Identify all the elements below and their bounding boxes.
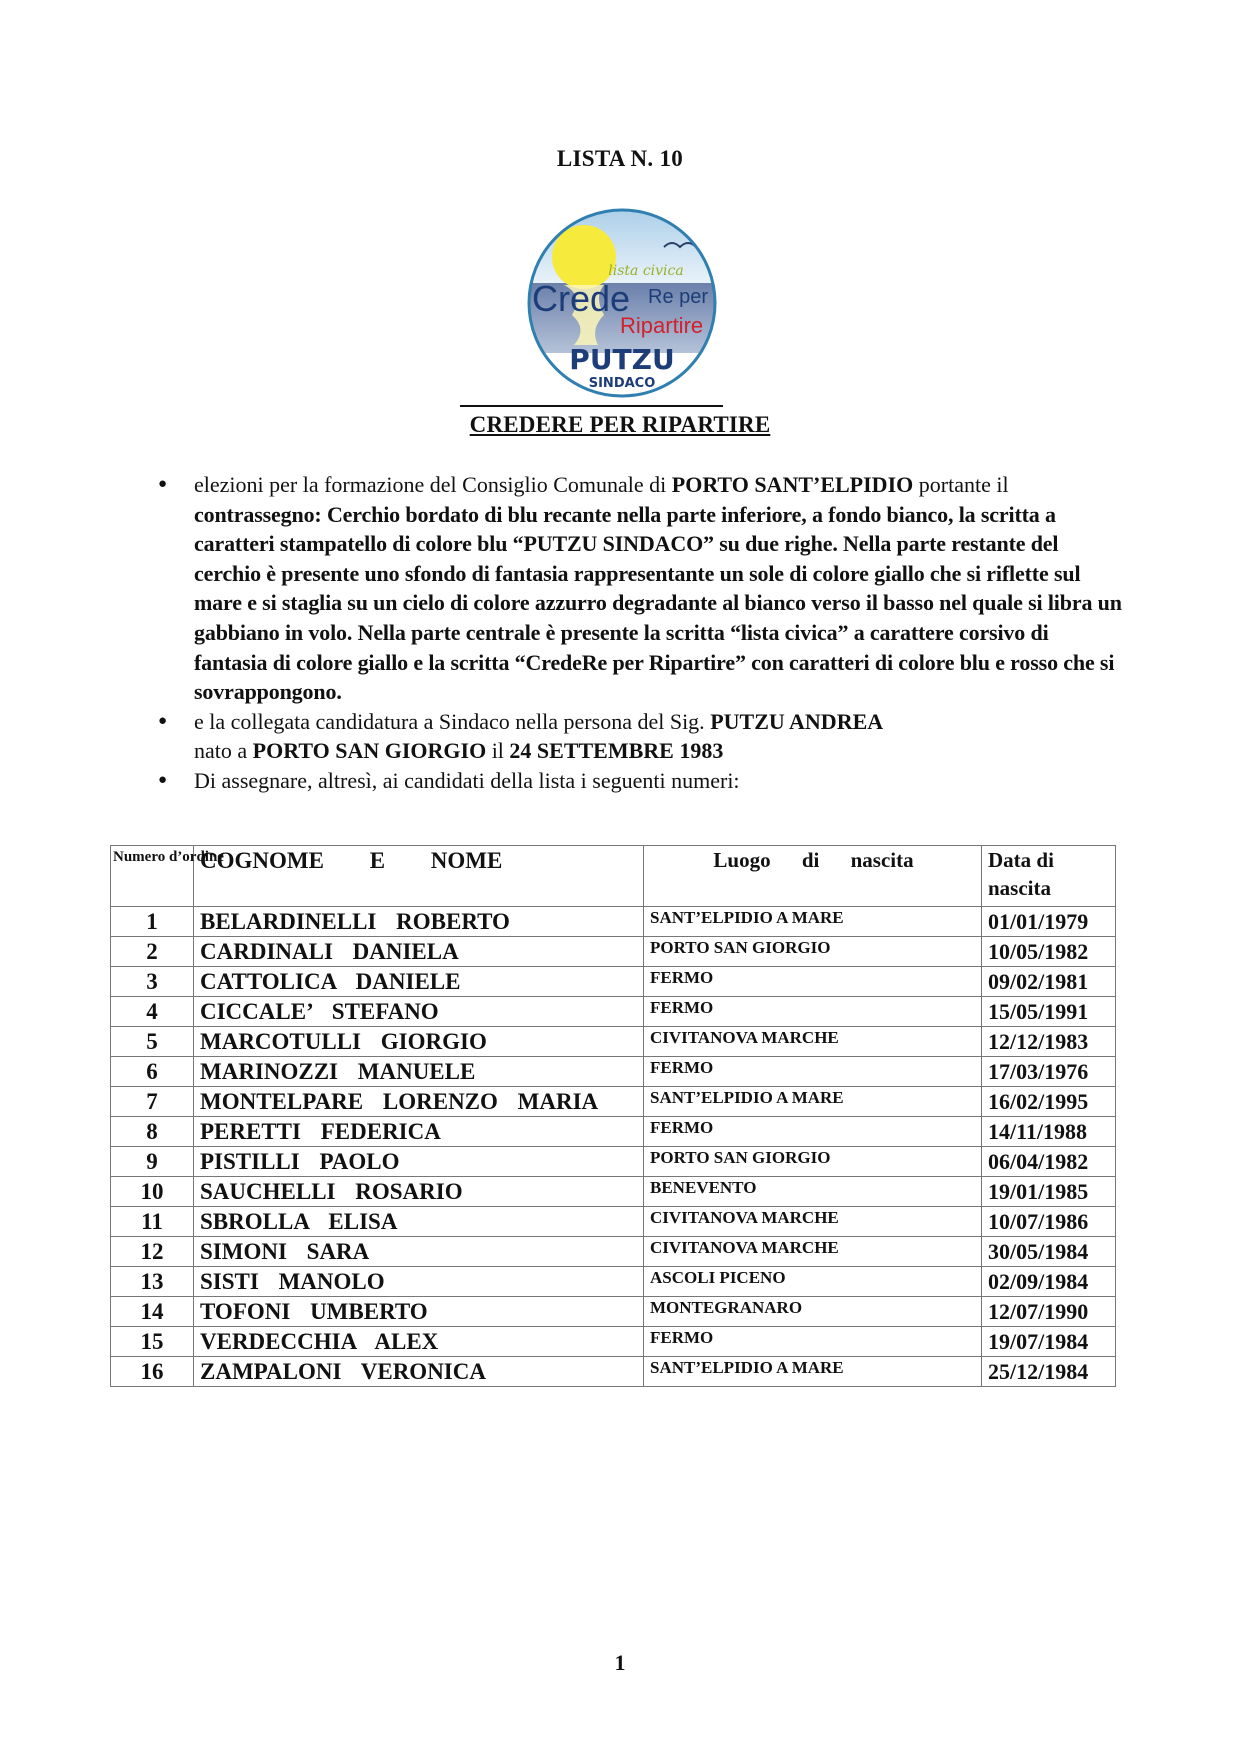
cell-birthplace: SANT’ELPIDIO A MARE xyxy=(644,1087,982,1117)
bullet-text: Di assegnare, altresì, ai candidati della lista i seguenti numeri: xyxy=(194,767,740,793)
table-row xyxy=(111,907,1116,937)
logo-candidate: PUTZU xyxy=(569,343,675,376)
logo-line2: Ripartire xyxy=(620,313,704,338)
cell-number: 13 xyxy=(111,1267,194,1297)
cell-birthplace: PORTO SAN GIORGIO xyxy=(644,1147,982,1177)
cell-number: 10 xyxy=(111,1177,194,1207)
cell-birthdate: 01/01/1979 xyxy=(982,907,1116,937)
bullet-list xyxy=(152,470,1127,796)
party-logo xyxy=(524,205,720,401)
candidates-table xyxy=(110,845,1116,1387)
cell-birthplace: CIVITANOVA MARCHE xyxy=(644,1027,982,1057)
cell-number: 4 xyxy=(111,997,194,1027)
header-date: Data di nascita xyxy=(982,846,1116,907)
cell-birthdate: 16/02/1995 xyxy=(982,1087,1116,1117)
mayor-name: PUTZU ANDREA xyxy=(710,708,884,734)
cell-birthdate: 17/03/1976 xyxy=(982,1057,1116,1087)
cell-name: SISTI MANOLO xyxy=(194,1267,644,1297)
logo-role: SINDACO xyxy=(588,376,656,391)
cell-birthplace: CIVITANOVA MARCHE xyxy=(644,1237,982,1267)
table-row xyxy=(111,1177,1116,1207)
table-row xyxy=(111,1297,1116,1327)
cell-birthplace: BENEVENTO xyxy=(644,1177,982,1207)
bullet-mayor xyxy=(152,707,1127,766)
cell-name: CATTOLICA DANIELE xyxy=(194,967,644,997)
separator-line xyxy=(460,405,723,407)
cell-birthdate: 06/04/1982 xyxy=(982,1147,1116,1177)
cell-name: MARCOTULLI GIORGIO xyxy=(194,1027,644,1057)
cell-birthplace: ASCOLI PICENO xyxy=(644,1267,982,1297)
cell-name: CARDINALI DANIELA xyxy=(194,937,644,967)
cell-birthplace: FERMO xyxy=(644,1117,982,1147)
bullet-text: elezioni per la formazione del Consiglio Comunale di xyxy=(194,472,672,497)
cell-name: CICCALE’ STEFANO xyxy=(194,997,644,1027)
table-row xyxy=(111,1267,1116,1297)
cell-number: 7 xyxy=(111,1087,194,1117)
cell-birthplace: FERMO xyxy=(644,997,982,1027)
bullet-text: e la collegata candidatura a Sindaco nella persona del Sig. xyxy=(194,708,711,734)
city-name: PORTO SANT’ELPIDIO xyxy=(671,472,914,497)
cell-name: MARINOZZI MANUELE xyxy=(194,1057,644,1087)
cell-number: 16 xyxy=(111,1357,194,1387)
cell-birthplace: FERMO xyxy=(644,1057,982,1087)
bullet-text: portante il xyxy=(913,472,1009,497)
cell-birthplace: FERMO xyxy=(644,1327,982,1357)
cell-birthdate: 14/11/1988 xyxy=(982,1117,1116,1147)
cell-birthdate: 15/05/1991 xyxy=(982,997,1116,1027)
table-header-row xyxy=(111,846,1116,907)
bullet-icon: ● xyxy=(158,771,168,788)
table-row xyxy=(111,997,1116,1027)
bullet-election xyxy=(152,470,1127,707)
cell-name: PISTILLI PAOLO xyxy=(194,1147,644,1177)
cell-number: 5 xyxy=(111,1027,194,1057)
cell-birthdate: 25/12/1984 xyxy=(982,1357,1116,1387)
cell-number: 12 xyxy=(111,1237,194,1267)
table-row xyxy=(111,1027,1116,1057)
cell-number: 8 xyxy=(111,1117,194,1147)
logo-line1-a: Crede xyxy=(532,278,631,319)
table-row xyxy=(111,1357,1116,1387)
cell-birthdate: 30/05/1984 xyxy=(982,1237,1116,1267)
cell-name: BELARDINELLI ROBERTO xyxy=(194,907,644,937)
document-title: LISTA N. 10 xyxy=(556,146,684,171)
cell-number: 9 xyxy=(111,1147,194,1177)
logo-script-text: lista civica xyxy=(608,263,684,279)
bullet-text: nato a xyxy=(194,738,253,764)
mayor-birthdate: 24 SETTEMBRE 1983 xyxy=(509,738,724,764)
cell-name: SBROLLA ELISA xyxy=(194,1207,644,1237)
cell-number: 3 xyxy=(111,967,194,997)
header-name: COGNOME E NOME xyxy=(194,846,644,907)
table-row xyxy=(111,1327,1116,1357)
bullet-icon: ● xyxy=(158,476,168,492)
cell-number: 15 xyxy=(111,1327,194,1357)
logo-description: contrassegno: Cerchio bordato di blu recante nella parte inferiore, a fondo bianco, la scritta a caratteri stampatello di colore blu “PUTZU SINDACO” su due righe. Nella parte restante del cerchio è presente uno sfondo di fantasia rappresentante un sole di colore giallo che si riflette sul mare e si staglia su un cielo di colore azzurro degradante al bianco verso il basso nel quale si libra un gabbiano in volo. Nella parte centrale è presente la scritta “lista civica” a carattere corsivo di fantasia di colore giallo e la scritta “CredeRe per Ripartire” con caratteri di colore blu e rosso che si sovrappongono. xyxy=(194,501,1122,705)
page-number: 1 xyxy=(614,1650,626,1675)
cell-birthdate: 12/07/1990 xyxy=(982,1297,1116,1327)
mayor-birthplace: PORTO SAN GIORGIO xyxy=(252,738,487,764)
cell-birthplace: SANT’ELPIDIO A MARE xyxy=(644,1357,982,1387)
cell-number: 11 xyxy=(111,1207,194,1237)
list-name: CREDERE PER RIPARTIRE xyxy=(469,412,771,437)
cell-birthplace: SANT’ELPIDIO A MARE xyxy=(644,907,982,937)
table-row xyxy=(111,1147,1116,1177)
cell-number: 2 xyxy=(111,937,194,967)
cell-birthplace: MONTEGRANARO xyxy=(644,1297,982,1327)
bullet-assign xyxy=(152,766,1127,796)
table-row xyxy=(111,1237,1116,1267)
header-place: Luogo di nascita xyxy=(644,846,982,907)
header-number: Numero d’ordine xyxy=(111,846,194,907)
cell-birthdate: 10/05/1982 xyxy=(982,937,1116,967)
cell-birthdate: 19/07/1984 xyxy=(982,1327,1116,1357)
table-row xyxy=(111,1117,1116,1147)
cell-birthdate: 09/02/1981 xyxy=(982,967,1116,997)
cell-name: SIMONI SARA xyxy=(194,1237,644,1267)
cell-number: 6 xyxy=(111,1057,194,1087)
cell-name: PERETTI FEDERICA xyxy=(194,1117,644,1147)
cell-birthplace: PORTO SAN GIORGIO xyxy=(644,937,982,967)
cell-name: MONTELPARE LORENZO MARIA xyxy=(194,1087,644,1117)
logo-line1-b: Re per xyxy=(648,286,709,308)
table-row xyxy=(111,937,1116,967)
cell-birthplace: FERMO xyxy=(644,967,982,997)
cell-number: 14 xyxy=(111,1297,194,1327)
cell-birthdate: 10/07/1986 xyxy=(982,1207,1116,1237)
cell-birthdate: 12/12/1983 xyxy=(982,1027,1116,1057)
table-row xyxy=(111,967,1116,997)
cell-number: 1 xyxy=(111,907,194,937)
bullet-icon: ● xyxy=(158,712,168,729)
bullet-text: il xyxy=(486,738,510,764)
table-row xyxy=(111,1057,1116,1087)
table-row xyxy=(111,1207,1116,1237)
cell-name: VERDECCHIA ALEX xyxy=(194,1327,644,1357)
cell-birthdate: 02/09/1984 xyxy=(982,1267,1116,1297)
cell-name: ZAMPALONI VERONICA xyxy=(194,1357,644,1387)
cell-birthdate: 19/01/1985 xyxy=(982,1177,1116,1207)
cell-name: SAUCHELLI ROSARIO xyxy=(194,1177,644,1207)
cell-birthplace: CIVITANOVA MARCHE xyxy=(644,1207,982,1237)
cell-name: TOFONI UMBERTO xyxy=(194,1297,644,1327)
table-row xyxy=(111,1087,1116,1117)
